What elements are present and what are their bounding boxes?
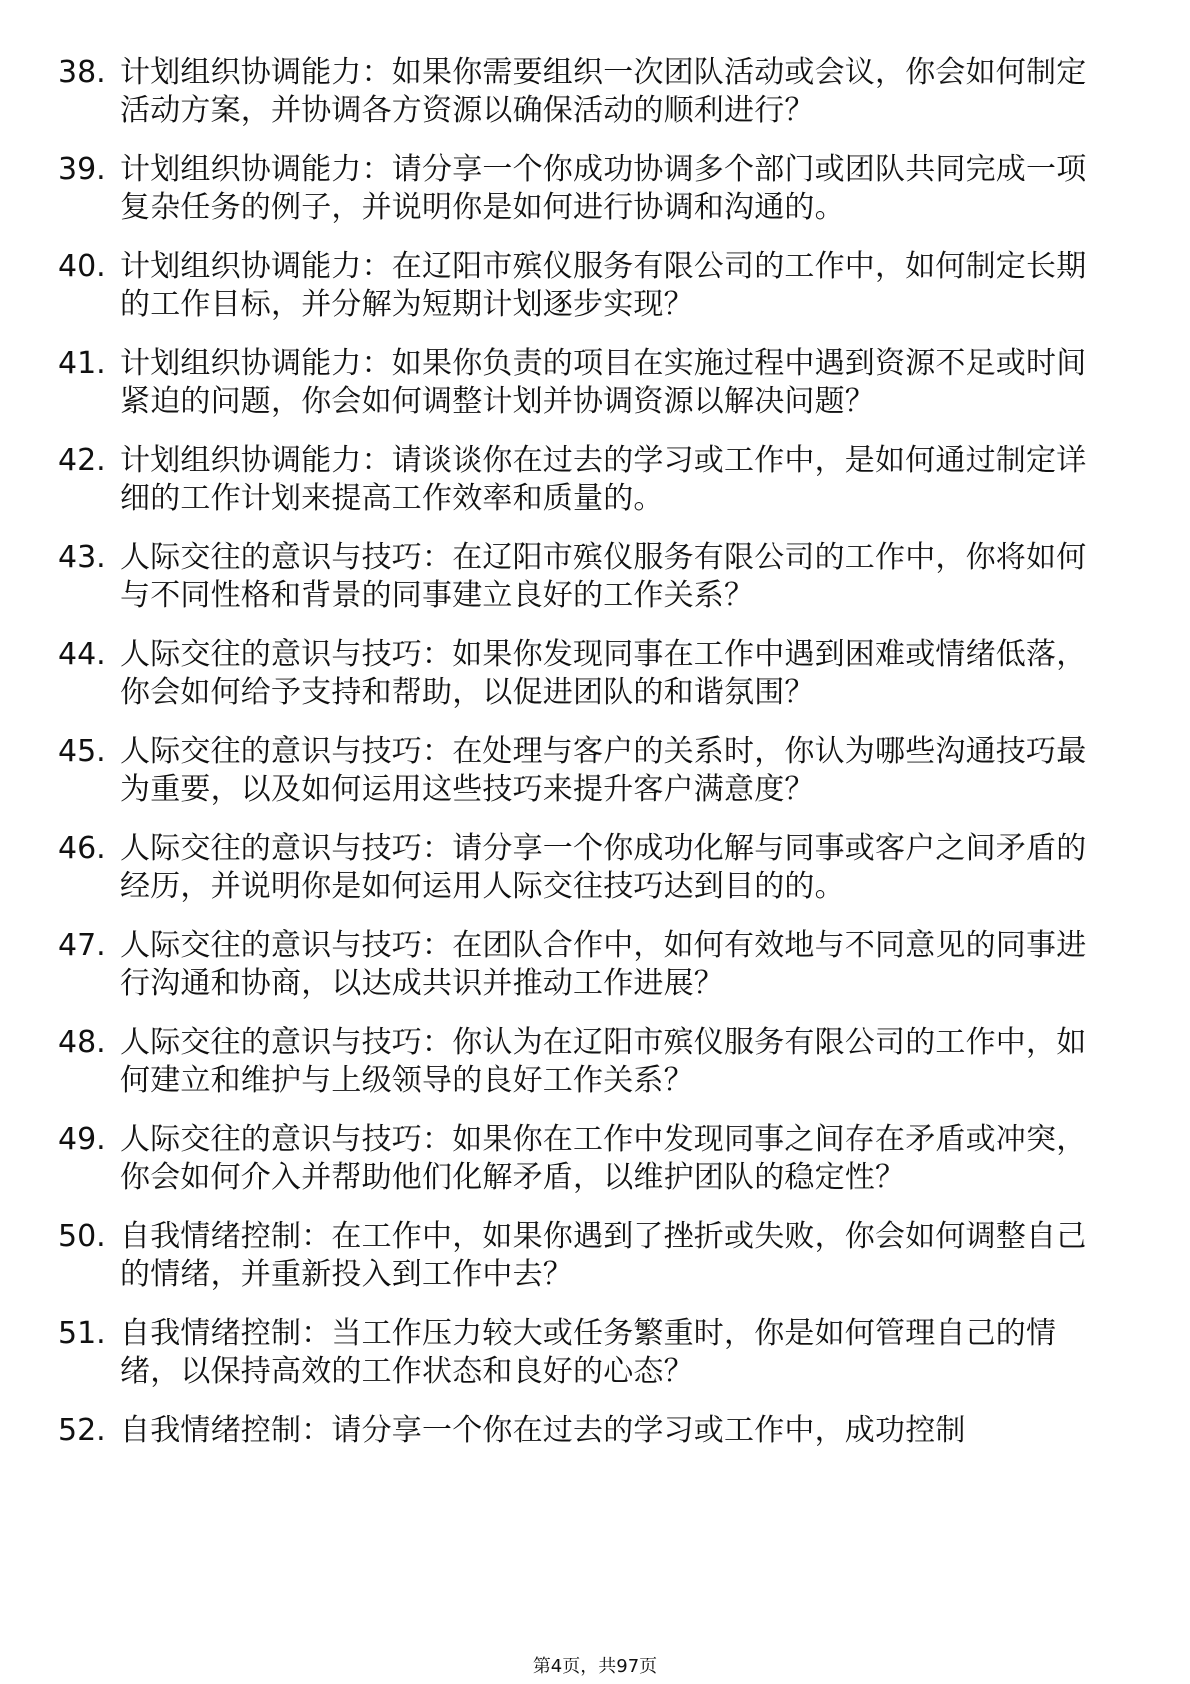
question-number: 40.	[58, 249, 106, 284]
question-number: 50.	[58, 1219, 106, 1254]
question-item-50	[58, 1218, 1108, 1294]
question-text: 计划组织协调能力：请谈谈你在过去的学习或工作中，是如何通过制定详细的工作计划来提高工作效率和质量的。	[120, 443, 1087, 516]
question-number: 42.	[58, 443, 106, 478]
question-item-38	[58, 54, 1108, 130]
page-footer: 第4页，共97页	[532, 1656, 658, 1677]
question-text: 计划组织协调能力：如果你需要组织一次团队活动或会议，你会如何制定活动方案，并协调各方资源以确保活动的顺利进行？	[120, 55, 1087, 128]
question-number: 43.	[58, 540, 106, 575]
question-number: 52.	[58, 1413, 106, 1448]
question-number: 48.	[58, 1025, 106, 1060]
question-item-43	[58, 539, 1108, 615]
question-item-44	[58, 636, 1108, 712]
question-text: 计划组织协调能力：请分享一个你成功协调多个部门或团队共同完成一项复杂任务的例子，并说明你是如何进行协调和沟通的。	[120, 152, 1087, 225]
question-item-46	[58, 830, 1108, 906]
question-text: 人际交往的意识与技巧：在辽阳市殡仪服务有限公司的工作中，你将如何与不同性格和背景的同事建立良好的工作关系？	[120, 540, 1087, 613]
question-number: 39.	[58, 152, 106, 187]
question-number: 45.	[58, 734, 106, 769]
question-list	[58, 54, 1108, 1471]
question-text: 自我情绪控制：当工作压力较大或任务繁重时，你是如何管理自己的情绪，以保持高效的工作状态和良好的心态？	[120, 1316, 1057, 1389]
question-item-49	[58, 1121, 1108, 1197]
question-number: 46.	[58, 831, 106, 866]
question-text: 人际交往的意识与技巧：你认为在辽阳市殡仪服务有限公司的工作中，如何建立和维护与上级领导的良好工作关系？	[120, 1025, 1087, 1098]
question-text: 人际交往的意识与技巧：在处理与客户的关系时，你认为哪些沟通技巧最为重要，以及如何运用这些技巧来提升客户满意度？	[120, 734, 1087, 807]
question-number: 49.	[58, 1122, 106, 1157]
question-text: 自我情绪控制：在工作中，如果你遇到了挫折或失败，你会如何调整自己的情绪，并重新投入到工作中去？	[120, 1219, 1087, 1292]
question-text: 计划组织协调能力：如果你负责的项目在实施过程中遇到资源不足或时间紧迫的问题，你会如何调整计划并协调资源以解决问题？	[120, 346, 1087, 419]
question-item-40	[58, 248, 1108, 324]
question-number: 51.	[58, 1316, 106, 1351]
question-number: 41.	[58, 346, 106, 381]
question-item-47	[58, 927, 1108, 1003]
question-item-42	[58, 442, 1108, 518]
question-number: 47.	[58, 928, 106, 963]
question-text: 人际交往的意识与技巧：如果你发现同事在工作中遇到困难或情绪低落，你会如何给予支持和帮助，以促进团队的和谐氛围？	[120, 637, 1087, 710]
question-text: 人际交往的意识与技巧：在团队合作中，如何有效地与不同意见的同事进行沟通和协商，以达成共识并推动工作进展？	[120, 928, 1087, 1001]
question-number: 38.	[58, 55, 106, 90]
question-item-41	[58, 345, 1108, 421]
question-item-48	[58, 1024, 1108, 1100]
question-text: 人际交往的意识与技巧：请分享一个你成功化解与同事或客户之间矛盾的经历，并说明你是如何运用人际交往技巧达到目的的。	[120, 831, 1087, 904]
question-text: 人际交往的意识与技巧：如果你在工作中发现同事之间存在矛盾或冲突，你会如何介入并帮助他们化解矛盾，以维护团队的稳定性？	[120, 1122, 1087, 1195]
question-text: 计划组织协调能力：在辽阳市殡仪服务有限公司的工作中，如何制定长期的工作目标，并分解为短期计划逐步实现？	[120, 249, 1087, 322]
question-text: 自我情绪控制：请分享一个你在过去的学习或工作中，成功控制	[120, 1413, 966, 1448]
question-number: 44.	[58, 637, 106, 672]
question-item-45	[58, 733, 1108, 809]
question-item-52	[58, 1412, 1108, 1450]
question-item-39	[58, 151, 1108, 227]
question-item-51	[58, 1315, 1108, 1391]
